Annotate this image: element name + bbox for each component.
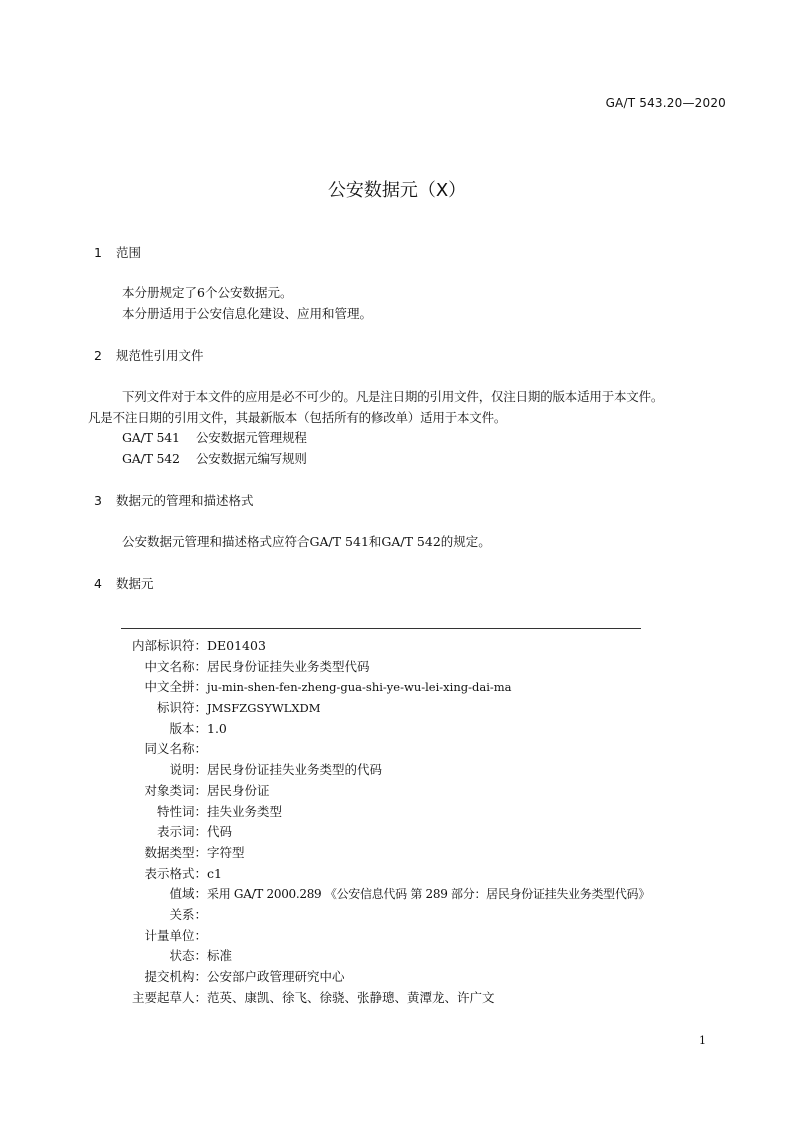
- data-element-row: [121, 719, 741, 740]
- page-number: 1: [699, 1034, 706, 1047]
- field-label: 主要起草人：: [131, 989, 207, 1005]
- reference-title: 公安数据元管理规程: [196, 430, 307, 445]
- section-3-heading: [94, 491, 254, 509]
- section-2-body: [88, 387, 722, 469]
- section-1-body: [88, 283, 722, 324]
- data-element-row: [121, 905, 741, 926]
- field-value: 代码: [207, 824, 233, 840]
- section-number: 2: [94, 348, 102, 363]
- field-label: 计量单位：: [144, 927, 207, 943]
- reference-code: GA/T 541: [122, 430, 180, 445]
- field-label: 特性词：: [156, 803, 207, 819]
- reference-item: [88, 428, 722, 449]
- field-label: 同义名称：: [144, 741, 207, 757]
- field-label: 值域：: [169, 886, 207, 902]
- section-3-body: [88, 532, 722, 553]
- data-element-row: [121, 822, 741, 843]
- field-value: 范英、康凯、徐飞、徐骁、张静璁、黄潭龙、许广文: [207, 989, 495, 1005]
- paragraph-line: 下列文件对于本文件的应用是必不可少的。凡是注日期的引用文件，仅注日期的版本适用于本文件。: [122, 389, 664, 404]
- paragraph: 本分册适用于公安信息化建设、应用和管理。: [122, 305, 373, 321]
- data-element-row: [121, 781, 741, 802]
- field-value: DE01403: [207, 638, 266, 653]
- field-label: 标识符：: [156, 700, 207, 716]
- paragraph-line: 凡是不注日期的引用文件，其最新版本（包括所有的修改单）适用于本文件。: [88, 409, 507, 425]
- separator-line: [121, 628, 641, 629]
- data-element-row: [121, 698, 741, 719]
- data-element-row: [121, 739, 741, 760]
- field-label: 内部标识符：: [131, 638, 207, 653]
- field-label: 状态：: [169, 948, 207, 964]
- section-title: 数据元: [116, 576, 154, 591]
- section-4-heading: [94, 574, 154, 592]
- data-element-row: [121, 636, 741, 657]
- data-element-row: [121, 657, 741, 678]
- data-element-row: [121, 967, 741, 988]
- field-label: 提交机构：: [144, 969, 207, 984]
- field-label: 对象类词：: [144, 782, 207, 798]
- reference-title: 公安数据元编写规则: [196, 450, 307, 466]
- data-element-row: [121, 926, 741, 947]
- section-number: 1: [94, 245, 102, 260]
- field-value: 标准: [207, 948, 233, 964]
- field-value: c1: [207, 865, 222, 881]
- field-value: 居民身份证挂失业务类型代码: [207, 658, 370, 674]
- field-value: 居民身份证挂失业务类型的代码: [207, 762, 383, 778]
- field-label: 数据类型：: [144, 844, 207, 860]
- reference-item: [88, 449, 722, 470]
- section-title: 数据元的管理和描述格式: [116, 493, 254, 508]
- field-value: 采用 GA/T 2000.289 《公安信息代码 第 289 部分：居民身份证挂失业务类型代码》: [207, 887, 650, 902]
- field-value: ju-min-shen-fen-zheng-gua-shi-ye-wu-lei-xing-dai-ma: [207, 680, 512, 695]
- data-element-block: [121, 636, 741, 1008]
- field-label: 中文名称：: [144, 658, 207, 674]
- field-label: 中文全拼：: [144, 679, 207, 695]
- section-title: 范围: [116, 245, 142, 260]
- data-element-row: [121, 988, 741, 1009]
- standard-code: GA/T 543.20—2020: [605, 96, 726, 110]
- paragraph: 本分册规定了6个公安数据元。: [122, 285, 293, 300]
- section-title: 规范性引用文件: [116, 348, 204, 363]
- field-label: 版本：: [169, 720, 207, 736]
- field-value: JMSFZGSYWLXDM: [207, 701, 321, 716]
- section-1-heading: [94, 243, 141, 261]
- section-number: 4: [94, 576, 102, 591]
- field-value: 居民身份证: [207, 782, 270, 798]
- data-element-row: [121, 946, 741, 967]
- field-label: 表示格式：: [144, 865, 207, 881]
- data-element-row: [121, 802, 741, 823]
- field-value: 公安部户政管理研究中心: [207, 969, 345, 984]
- data-element-row: [121, 884, 741, 905]
- reference-code: GA/T 542: [122, 450, 180, 466]
- field-label: 说明：: [169, 762, 207, 778]
- data-element-row: [121, 760, 741, 781]
- field-label: 表示词：: [156, 824, 207, 840]
- paragraph: 公安数据元管理和描述格式应符合GA/T 541和GA/T 542的规定。: [122, 534, 491, 549]
- data-element-row: [121, 843, 741, 864]
- document-title: 公安数据元（X）: [327, 180, 467, 201]
- field-value: 挂失业务类型: [207, 803, 283, 819]
- data-element-row: [121, 864, 741, 885]
- data-element-row: [121, 677, 741, 698]
- field-value: 字符型: [207, 844, 245, 860]
- field-label: 关系：: [169, 906, 207, 922]
- section-number: 3: [94, 493, 102, 508]
- section-2-heading: [94, 346, 204, 364]
- field-value: 1.0: [207, 720, 227, 736]
